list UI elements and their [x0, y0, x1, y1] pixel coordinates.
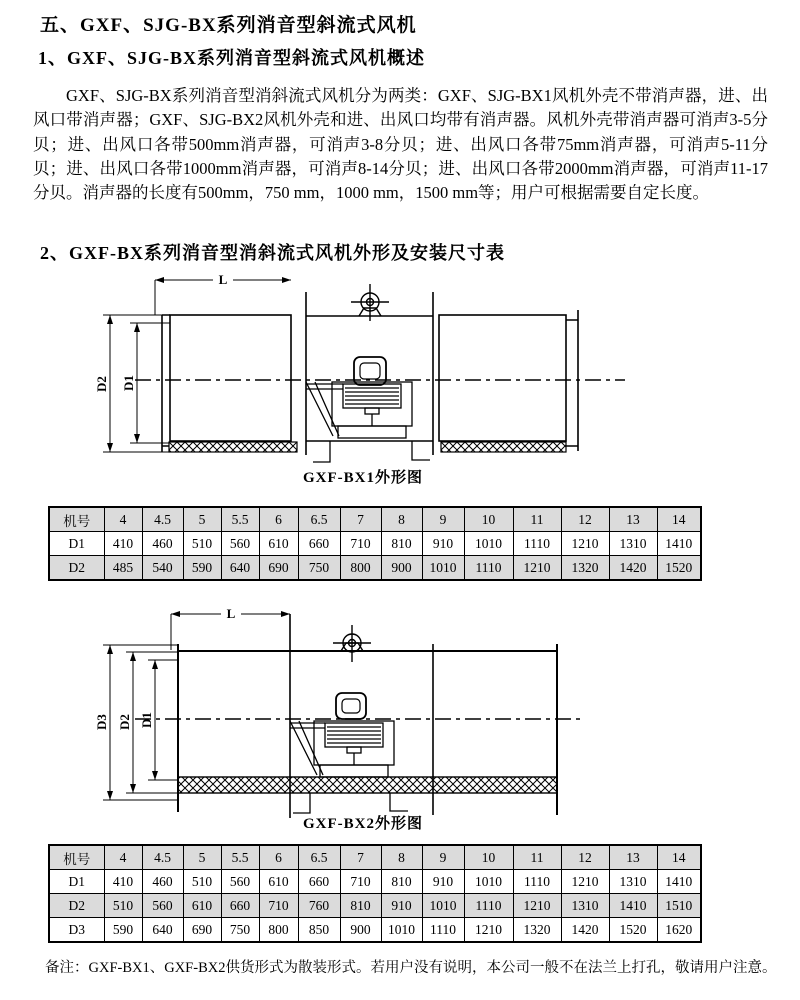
table-row	[49, 870, 701, 894]
value-cell: 1010	[381, 918, 422, 943]
lifting-eye-icon	[333, 625, 371, 662]
value-cell: 9	[422, 507, 464, 532]
table-row	[49, 918, 701, 943]
value-cell: 910	[422, 532, 464, 556]
value-cell: 13	[609, 507, 657, 532]
right-hatch-strip	[441, 442, 566, 452]
figure-gxf-bx2-drawing	[85, 600, 725, 840]
right-foot-line	[412, 441, 430, 460]
dim-label-D1: D1	[121, 375, 136, 391]
value-cell: 640	[221, 556, 259, 581]
value-cell: 1210	[561, 870, 609, 894]
value-cell: 510	[183, 870, 221, 894]
table-row	[49, 556, 701, 581]
value-cell: 460	[142, 532, 183, 556]
value-cell: 810	[340, 894, 381, 918]
dimensions-table-bx2	[48, 844, 702, 943]
value-cell: 1410	[657, 532, 701, 556]
value-cell: 9	[422, 845, 464, 870]
value-cell: 410	[104, 870, 142, 894]
value-cell: 660	[298, 870, 340, 894]
dim-label-L: L	[218, 272, 228, 287]
value-cell: 5.5	[221, 845, 259, 870]
value-cell: 6.5	[298, 845, 340, 870]
row-label-cell: D1	[49, 532, 104, 556]
page-title: 五、GXF、SJG-BX系列消音型斜流式风机	[40, 15, 417, 36]
value-cell: 560	[221, 870, 259, 894]
value-cell: 660	[298, 532, 340, 556]
row-label-cell: D3	[49, 918, 104, 943]
value-cell: 690	[259, 556, 298, 581]
value-cell: 810	[381, 870, 422, 894]
value-cell: 900	[340, 918, 381, 943]
value-cell: 510	[104, 894, 142, 918]
value-cell: 6	[259, 845, 298, 870]
table-header-row	[49, 845, 701, 870]
value-cell: 1010	[422, 556, 464, 581]
dim-arrowheads	[107, 277, 291, 452]
motor-assembly	[290, 721, 394, 777]
junction-box-icon	[336, 693, 366, 719]
dim-label-D2: D2	[94, 376, 109, 392]
value-cell: 710	[340, 532, 381, 556]
value-cell: 1010	[464, 532, 513, 556]
value-cell: 540	[142, 556, 183, 581]
value-cell: 810	[381, 532, 422, 556]
value-cell: 8	[381, 845, 422, 870]
value-cell: 1110	[464, 556, 513, 581]
value-cell: 1320	[561, 556, 609, 581]
value-cell: 5	[183, 845, 221, 870]
table-row	[49, 532, 701, 556]
value-cell: 1410	[609, 894, 657, 918]
value-cell: 1110	[513, 870, 561, 894]
value-cell: 10	[464, 507, 513, 532]
value-cell: 760	[298, 894, 340, 918]
value-cell: 6	[259, 507, 298, 532]
figure-gxf-bx1-drawing	[85, 270, 725, 470]
value-cell: 560	[142, 894, 183, 918]
inlet-cone-lines	[290, 721, 323, 775]
dim-line-D1	[130, 323, 170, 443]
dim-label-D2: D2	[117, 714, 132, 730]
bottom-hatch-strip	[178, 777, 557, 793]
value-cell: 1210	[561, 532, 609, 556]
value-cell: 1520	[609, 918, 657, 943]
value-cell: 900	[381, 556, 422, 581]
left-foot-line	[313, 441, 330, 462]
row-label-cell: 机号	[49, 845, 104, 870]
value-cell: 460	[142, 870, 183, 894]
value-cell: 5.5	[221, 507, 259, 532]
value-cell: 1110	[513, 532, 561, 556]
value-cell: 8	[381, 507, 422, 532]
dim-label-D3: D3	[94, 714, 109, 730]
value-cell: 610	[183, 894, 221, 918]
value-cell: 1110	[464, 894, 513, 918]
value-cell: 12	[561, 845, 609, 870]
value-cell: 640	[142, 918, 183, 943]
value-cell: 1620	[657, 918, 701, 943]
value-cell: 560	[221, 532, 259, 556]
value-cell: 800	[340, 556, 381, 581]
figure1-caption: GXF-BX1外形图	[303, 470, 423, 486]
value-cell: 910	[381, 894, 422, 918]
right-silencer-box	[439, 315, 566, 441]
value-cell: 4	[104, 845, 142, 870]
value-cell: 11	[513, 507, 561, 532]
value-cell: 6.5	[298, 507, 340, 532]
value-cell: 800	[259, 918, 298, 943]
figure2-caption: GXF-BX2外形图	[303, 816, 423, 832]
section1-heading: 1、GXF、SJG-BX系列消音型斜流式风机概述	[38, 48, 426, 68]
value-cell: 590	[104, 918, 142, 943]
value-cell: 4.5	[142, 845, 183, 870]
value-cell: 610	[259, 870, 298, 894]
table-row	[49, 894, 701, 918]
value-cell: 14	[657, 507, 701, 532]
row-label-cell: D1	[49, 870, 104, 894]
value-cell: 1310	[609, 870, 657, 894]
value-cell: 850	[298, 918, 340, 943]
left-foot-line	[293, 793, 310, 813]
dim-line-D2	[103, 315, 169, 452]
value-cell: 1520	[657, 556, 701, 581]
left-hatch-strip	[169, 442, 297, 452]
value-cell: 1420	[561, 918, 609, 943]
motor-assembly	[306, 382, 412, 438]
value-cell: 1310	[561, 894, 609, 918]
section2-heading: 2、GXF-BX系列消音型消斜流式风机外形及安装尺寸表	[40, 243, 505, 263]
dimensions-table-bx1	[48, 506, 702, 581]
value-cell: 510	[183, 532, 221, 556]
value-cell: 1510	[657, 894, 701, 918]
value-cell: 1210	[513, 556, 561, 581]
value-cell: 710	[340, 870, 381, 894]
dim-label-L: L	[226, 606, 236, 621]
value-cell: 690	[183, 918, 221, 943]
footer-note: 备注：GXF-BX1、GXF-BX2供货形式为散装形式。若用户没有说明，本公司一般不在法兰上打孔，敬请用户注意。	[45, 960, 777, 976]
value-cell: 1010	[464, 870, 513, 894]
value-cell: 750	[221, 918, 259, 943]
value-cell: 7	[340, 507, 381, 532]
value-cell: 7	[340, 845, 381, 870]
left-flange-line	[162, 315, 170, 452]
value-cell: 660	[221, 894, 259, 918]
row-label-cell: D2	[49, 556, 104, 581]
value-cell: 1420	[609, 556, 657, 581]
value-cell: 1320	[513, 918, 561, 943]
value-cell: 11	[513, 845, 561, 870]
value-cell: 10	[464, 845, 513, 870]
value-cell: 14	[657, 845, 701, 870]
value-cell: 1310	[609, 532, 657, 556]
value-cell: 410	[104, 532, 142, 556]
table-header-row	[49, 507, 701, 532]
value-cell: 910	[422, 870, 464, 894]
left-silencer-box	[170, 315, 291, 441]
value-cell: 710	[259, 894, 298, 918]
value-cell: 1410	[657, 870, 701, 894]
inlet-cone-lines	[306, 382, 339, 436]
value-cell: 610	[259, 532, 298, 556]
value-cell: 1210	[464, 918, 513, 943]
dim-label-D1: D1	[139, 712, 154, 728]
value-cell: 4.5	[142, 507, 183, 532]
right-foot-line	[390, 793, 408, 811]
row-label-cell: 机号	[49, 507, 104, 532]
value-cell: 5	[183, 507, 221, 532]
value-cell: 1010	[422, 894, 464, 918]
value-cell: 590	[183, 556, 221, 581]
value-cell: 1210	[513, 894, 561, 918]
value-cell: 750	[298, 556, 340, 581]
value-cell: 1110	[422, 918, 464, 943]
row-label-cell: D2	[49, 894, 104, 918]
value-cell: 4	[104, 507, 142, 532]
value-cell: 12	[561, 507, 609, 532]
dim-arrowheads	[107, 611, 290, 800]
overview-paragraph: GXF、SJG-BX系列消音型消斜流式风机分为两类：GXF、SJG-BX1风机外壳不带消声器，进、出风口带消声器；GXF、SJG-BX2风机外壳和进、出风口均带有消声器。风机外壳带消声器可消声3-5分贝；进、出风口各带500mm消声器，可消声3-8分贝；进、出风口各带75mm消声器，可消声5-11分贝；进、出风口各带1000mm消声器，可消声8-14分贝；进、出风口各带2000mm消声器，可消声11-17分贝。消声器的长度有500mm，750 mm，1000 mm，1500 mm等；用户可根据需要自定长度。	[33, 86, 768, 203]
value-cell: 13	[609, 845, 657, 870]
value-cell: 485	[104, 556, 142, 581]
